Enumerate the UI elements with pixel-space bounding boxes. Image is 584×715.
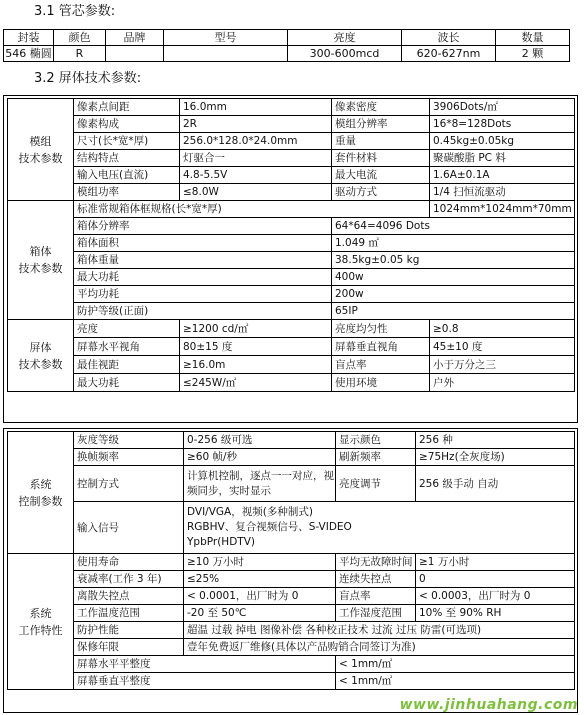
label-uniformity: 亮度均匀性 xyxy=(332,320,430,338)
label-brightness: 亮度 xyxy=(74,320,180,338)
label-control-mode: 控制方式 xyxy=(74,466,184,502)
label-cabinet-resolution: 箱体分辨率 xyxy=(74,218,332,235)
value-drive-mode: 1/4 扫恒流驱动 xyxy=(430,184,575,201)
value-gray-level: 0-256 级可选 xyxy=(184,432,336,449)
header-brightness: 亮度 xyxy=(288,30,402,46)
header-wavelength: 波长 xyxy=(402,30,496,46)
input-signal-line-1: DVI/VGA，视频(多种制式) xyxy=(187,506,313,518)
value-refresh-rate: ≥75Hz(全灰度场) xyxy=(416,449,575,466)
category-control xyxy=(8,432,74,554)
value-display-color: 256 种 xyxy=(416,432,575,449)
category-work xyxy=(8,554,74,690)
value-protection-level: 65IP xyxy=(332,303,575,320)
input-signal-line-3: YpbPr(HDTV) xyxy=(187,536,255,548)
value-h-flatness: < 1mm/㎡ xyxy=(336,656,575,673)
header-model: 型号 xyxy=(164,30,288,46)
label-pixel-composition: 像素构成 xyxy=(74,116,180,133)
header-package: 封装 xyxy=(4,30,54,46)
value-pixel-pitch: 16.0mm xyxy=(180,99,332,116)
value-cabinet-area: 1.049 ㎡ xyxy=(332,235,575,252)
category-module-label: 模组 技术参数 xyxy=(18,134,63,165)
label-temp-range: 工作温度范围 xyxy=(74,605,184,622)
value-uniformity: ≥0.8 xyxy=(430,320,575,338)
section-title-screen: 3.2 屏体技术参数: xyxy=(34,71,142,86)
label-discrete-fault: 离散失控点 xyxy=(74,588,184,605)
header-quantity: 数量 xyxy=(496,30,570,46)
value-v-view-angle: 45±10 度 xyxy=(430,338,575,356)
label-cabinet-max-power: 最大功耗 xyxy=(74,269,332,286)
value-cabinet-size: 1024mm*1024mm*70mm xyxy=(430,201,575,218)
value-module-weight: 0.45kg±0.05kg xyxy=(430,133,575,150)
cell-quantity: 2 颗 xyxy=(496,46,570,62)
header-brand: 品牌 xyxy=(106,30,164,46)
label-module-size: 尺寸(长*宽*厚) xyxy=(74,133,180,150)
label-protection-level: 防护等级(正面) xyxy=(74,303,332,320)
label-cabinet-size: 标准常规箱体框规格(长*宽*厚) xyxy=(74,201,430,218)
label-v-flatness: 屏幕垂直平整度 xyxy=(74,673,336,690)
label-screen-max-power: 最大功耗 xyxy=(74,374,180,392)
value-screen-max-power: ≤245W/㎡ xyxy=(180,374,332,392)
category-module xyxy=(8,99,74,201)
cell-color: R xyxy=(54,46,106,62)
label-drive-mode: 驱动方式 xyxy=(332,184,430,201)
cell-model xyxy=(164,46,288,62)
label-max-current: 最大电流 xyxy=(332,167,430,184)
value-h-view-angle: 80±15 度 xyxy=(180,338,332,356)
value-max-current: 1.6A±0.1A xyxy=(430,167,575,184)
category-screen xyxy=(8,320,74,392)
label-cabinet-area: 箱体面积 xyxy=(74,235,332,252)
label-pixel-pitch: 像素点间距 xyxy=(74,99,180,116)
label-gray-level: 灰度等级 xyxy=(74,432,184,449)
value-cabinet-resolution: 64*64=4096 Dots xyxy=(332,218,575,235)
label-cabinet-avg-power: 平均功耗 xyxy=(74,286,332,303)
label-work-blind-rate: 盲点率 xyxy=(336,588,416,605)
value-mtbf: ≥1 万小时 xyxy=(416,554,575,571)
value-discrete-fault: < 0.0001，出厂时为 0 xyxy=(184,588,336,605)
value-input-voltage: 4.8-5.5V xyxy=(180,167,332,184)
label-input-voltage: 输入电压(直流) xyxy=(74,167,180,184)
value-humidity-range: 10% 至 90% RH xyxy=(416,605,575,622)
value-best-distance: ≥16.0m xyxy=(180,356,332,374)
label-lifetime: 使用寿命 xyxy=(74,554,184,571)
cell-package: 546 椭圆 xyxy=(5,46,52,60)
label-display-color: 显示颜色 xyxy=(336,432,416,449)
value-input-signal xyxy=(184,502,575,554)
category-work-label: 系统 工作特性 xyxy=(18,606,63,637)
label-kit-material: 套件材料 xyxy=(332,150,430,167)
value-environment: 户外 xyxy=(430,374,575,392)
value-structure: 灯驱合一 xyxy=(180,150,332,167)
label-protection: 防护性能 xyxy=(74,622,184,639)
system-params-table xyxy=(7,431,575,690)
label-blind-rate: 盲点率 xyxy=(332,356,430,374)
label-input-signal: 输入信号 xyxy=(74,502,184,554)
chip-params-table xyxy=(3,29,570,62)
value-warranty: 壹年免费返厂维修(具体以产品购销合同签订为准) xyxy=(184,639,575,656)
label-mtbf: 平均无故障时间 xyxy=(336,554,416,571)
value-cabinet-max-power: 400w xyxy=(332,269,575,286)
label-module-weight: 重量 xyxy=(332,133,430,150)
cell-brand xyxy=(106,46,164,62)
watermark: www.jinhuahang.com xyxy=(399,697,578,713)
value-kit-material: 聚碳酸脂 PC 料 xyxy=(430,150,575,167)
screen-params-table xyxy=(7,98,575,392)
category-control-label: 系统 控制参数 xyxy=(18,477,63,508)
value-cabinet-weight: 38.5kg±0.05 kg xyxy=(332,252,575,269)
value-work-blind-rate: < 0.0003，出厂时为 0 xyxy=(416,588,575,605)
label-structure: 结构特点 xyxy=(74,150,180,167)
label-continuous-fault: 连续失控点 xyxy=(336,571,416,588)
label-frame-rate: 换帧频率 xyxy=(74,449,184,466)
value-pixel-composition: 2R xyxy=(180,116,332,133)
category-screen-label: 屏体 技术参数 xyxy=(18,340,63,371)
label-h-flatness: 屏幕水平平整度 xyxy=(74,656,336,673)
label-h-view-angle: 屏幕水平视角 xyxy=(74,338,180,356)
value-lifetime: ≥10 万小时 xyxy=(184,554,336,571)
value-continuous-fault: 0 xyxy=(416,571,575,588)
category-cabinet xyxy=(8,201,74,320)
value-temp-range: -20 至 50℃ xyxy=(184,605,336,622)
value-cabinet-avg-power: 200w xyxy=(332,286,575,303)
label-module-resolution: 模组分辨率 xyxy=(332,116,430,133)
label-module-power: 模组功率 xyxy=(74,184,180,201)
input-signal-line-2: RGBHV、复合视频信号、S-VIDEO xyxy=(187,521,352,533)
value-module-size: 256.0*128.0*24.0mm xyxy=(180,133,332,150)
label-refresh-rate: 刷新频率 xyxy=(336,449,416,466)
category-cabinet-label: 箱体 技术参数 xyxy=(18,245,63,275)
value-protection: 超温 过载 掉电 图像补偿 各种校正技术 过流 过压 防雷(可选项) xyxy=(184,622,575,639)
cell-wavelength: 620-627nm xyxy=(402,46,496,62)
label-v-view-angle: 屏幕垂直视角 xyxy=(332,338,430,356)
value-brightness: ≥1200 cd/㎡ xyxy=(180,320,332,338)
value-pixel-density: 3906Dots/㎡ xyxy=(430,99,575,116)
value-blind-rate: 小于万分之三 xyxy=(430,356,575,374)
value-frame-rate: ≥60 帧/秒 xyxy=(184,449,336,466)
label-brightness-adjust: 亮度调节 xyxy=(336,466,416,502)
value-module-power: ≤8.0W xyxy=(180,184,332,201)
label-warranty: 保修年限 xyxy=(74,639,184,656)
label-humidity-range: 工作湿度范围 xyxy=(336,605,416,622)
value-decay-rate: ≤25% xyxy=(184,571,336,588)
label-environment: 使用环境 xyxy=(332,374,430,392)
cell-brightness: 300-600mcd xyxy=(288,46,402,62)
label-best-distance: 最佳视距 xyxy=(74,356,180,374)
value-brightness-adjust: 256 级手动 自动 xyxy=(416,466,575,502)
section-title-chip: 3.1 管芯参数: xyxy=(34,4,116,19)
label-decay-rate: 衰减率(工作 3 年) xyxy=(74,571,184,588)
value-control-mode: 计算机控制，逐点一一对应，视频同步，实时显示 xyxy=(184,466,336,502)
value-module-resolution: 16*8=128Dots xyxy=(430,116,575,133)
label-pixel-density: 像素密度 xyxy=(332,99,430,116)
label-cabinet-weight: 箱体重量 xyxy=(74,252,332,269)
header-color: 颜色 xyxy=(54,30,106,46)
value-v-flatness: < 1mm/㎡ xyxy=(336,673,575,690)
